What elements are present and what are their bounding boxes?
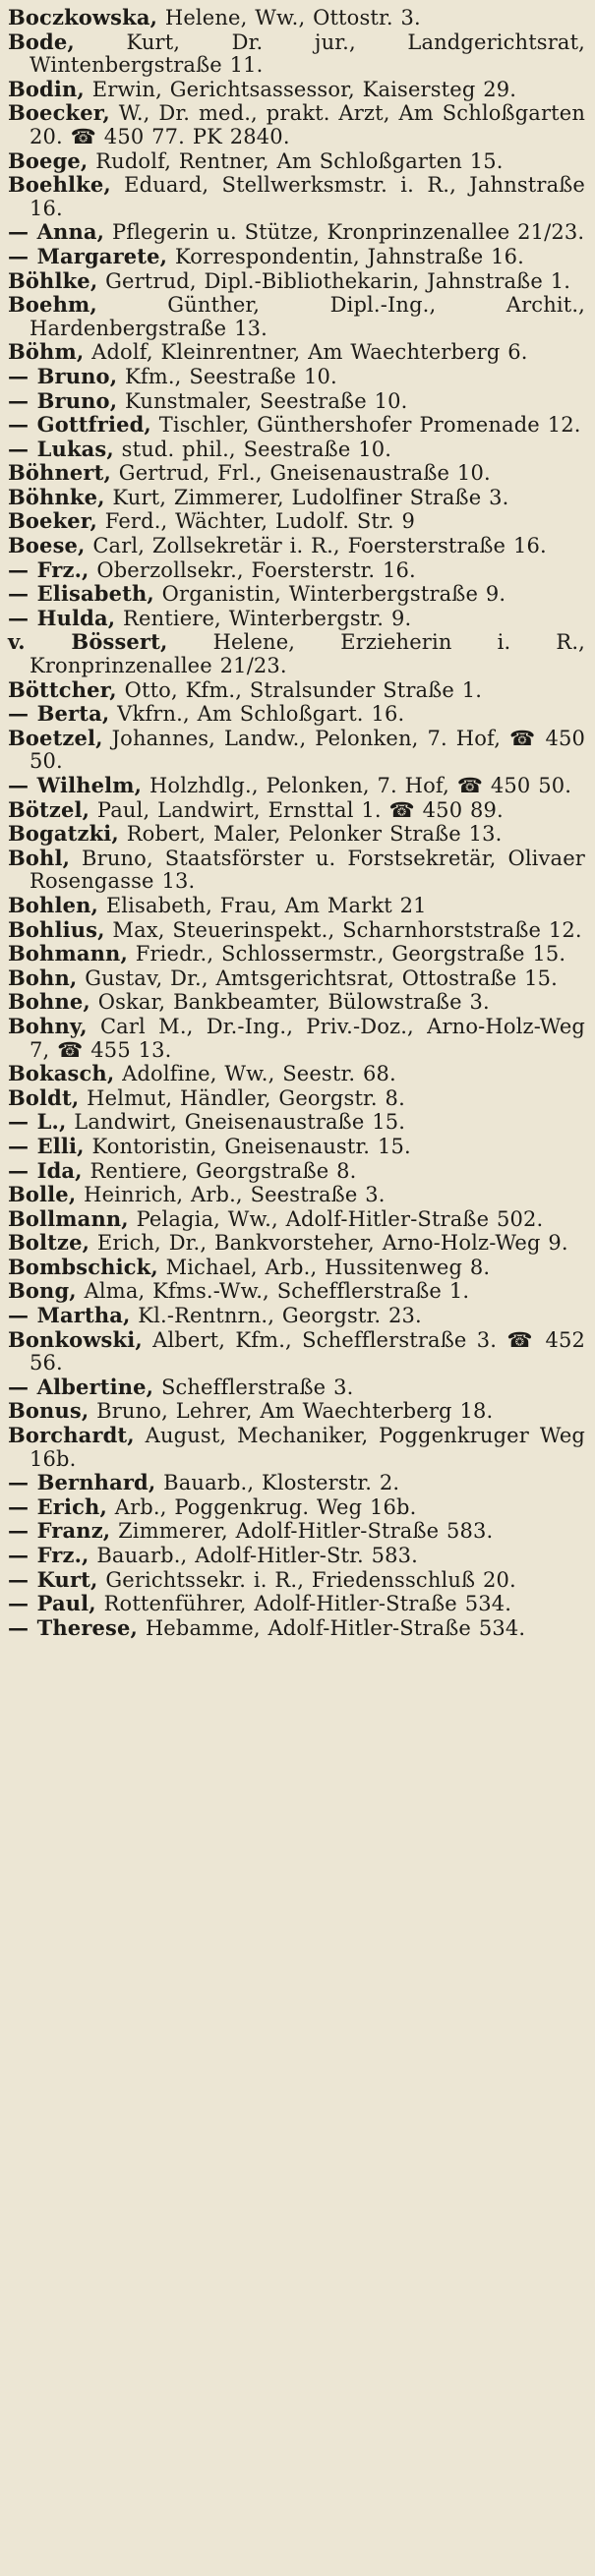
entry-name: Borchardt, [8,1423,135,1448]
entry-name: — Frz., [8,556,89,582]
entry-details: Bauarb., Klosterstr. 2. [163,1471,400,1495]
entry-name: Böhnke, [8,484,105,509]
entry-details: Rottenführer, Adolf-Hitler-Straße 534. [103,1592,512,1616]
entry-details: Gerichtssekr. i. R., Friedensschluß 20. [105,1567,516,1592]
entry-details: Schefflerstraße 3. [160,1375,354,1399]
entry-details: Pelagia, Ww., Adolf-Hitler-Straße 502. [136,1206,544,1231]
entry-details: Oskar, Bankbeamter, Bülowstraße 3. [97,990,490,1015]
entry-details: Johannes, Landw., Pelonken, 7. Hof, ☎ 450 50. [30,726,586,774]
directory-entry [8,1471,585,1495]
entry-name: — Therese, [8,1614,138,1640]
entry-name: Bohn, [8,965,78,990]
directory-entry [8,1424,585,1471]
directory-entry [8,1304,585,1328]
directory-entry [8,1256,585,1280]
entry-details: Carl M., Dr.-Ing., Priv.-Doz., Arno-Holz-Weg 7, ☎ 455 13. [30,1014,585,1062]
directory-entry [8,966,585,991]
directory-entry [8,1159,585,1184]
entry-name: Bohl, [8,845,71,870]
entry-details: Helene, Ww., Ottostr. 3. [164,6,421,29]
directory-entry [8,6,585,30]
entry-name: Bohlen, [8,892,98,917]
directory-entry [8,607,585,631]
entry-details: Kurt, Dr. jur., Landgerichtsrat, Wintenbergstraße 11. [30,29,586,78]
entry-name: Boecker, [8,100,110,126]
directory-entry [8,1183,585,1207]
entry-details: Adolf, Kleinrentner, Am Waechterberg 6. [91,340,528,365]
entry-details: Pflegerin u. Stütze, Kronprinzenallee 21/23. [111,220,585,245]
directory-entry [8,918,585,943]
entry-name: Bollmann, [8,1205,129,1231]
entry-name: Bombschick, [8,1254,158,1279]
entry-name: Bohne, [8,989,90,1015]
entry-name: Boltze, [8,1230,90,1256]
entry-name: Bodin, [8,76,85,101]
entry-details: Elisabeth, Frau, Am Markt 21 [105,893,427,917]
entry-name: — L., [8,1109,67,1135]
directory-entry [8,340,585,365]
directory-entry [8,509,585,534]
entry-details: Rudolf, Rentner, Am Schloßgarten 15. [95,148,504,173]
entry-details: Arb., Poggenkrug. Weg 16b. [114,1494,417,1519]
directory-entry [8,1376,585,1400]
entry-name: — Lukas, [8,436,114,461]
entry-details: Michael, Arb., Hussitenweg 8. [165,1255,491,1279]
entry-name: — Paul, [8,1591,96,1616]
directory-entry [8,678,585,703]
directory-entry [8,1592,585,1616]
directory-entry [8,1279,585,1304]
entry-details: Kunstmaler, Seestraße 10. [125,388,408,413]
entry-name: — Berta, [8,701,110,727]
entry-name: Böhnert, [8,460,111,486]
directory-entry [8,942,585,966]
entry-name: Bonus, [8,1398,89,1424]
entry-name: Böttcher, [8,676,117,702]
directory-entry [8,582,585,607]
entry-details: Ferd., Wächter, Ludolf. Str. 9 [104,509,416,534]
directory-entry [8,1015,585,1062]
entry-details: Gertrud, Dipl.-Bibliothekarin, Jahnstraße 1. [105,268,571,293]
entry-name: — Anna, [8,219,105,245]
entry-name: — Bruno, [8,387,118,413]
directory-entry [8,1616,585,1641]
entry-details: Heinrich, Arb., Seestraße 3. [84,1183,386,1207]
entry-details: Kontoristin, Gneisenaustr. 15. [91,1134,411,1158]
entry-name: — Bruno, [8,363,118,388]
entry-details: Gustav, Dr., Amtsgerichtsrat, Ottostraße 15. [85,966,558,990]
directory-entry [8,1495,585,1520]
directory-entry [8,365,585,389]
entry-name: Bohlius, [8,916,105,942]
directory-entry [8,1062,585,1086]
directory-entry [8,486,585,510]
directory-entry [8,1231,585,1256]
entry-name: Bokasch, [8,1061,115,1086]
entry-details: Bauarb., Adolf-Hitler-Str. 583. [96,1544,418,1567]
entry-details: Robert, Maler, Pelonker Straße 13. [126,822,503,847]
directory-entry [8,727,585,774]
entry-details: W., Dr. med., prakt. Arzt, Am Schloßgarten 20. ☎ 450 77. PK 2840. [30,101,585,148]
entry-name: Boeker, [8,508,97,534]
entry-details: Holzhdlg., Pelonken, 7. Hof, ☎ 450 50. [149,774,572,797]
directory-entry [8,1399,585,1424]
entry-details: Erwin, Gerichtsassessor, Kaisersteg 29. [91,77,517,101]
entry-name: Boehlke, [8,172,111,198]
entry-details: Organistin, Winterbergstraße 9. [161,582,506,607]
entry-name: — Hulda, [8,605,116,630]
directory-entry [8,534,585,558]
directory-entry [8,558,585,583]
entry-details: Hebamme, Adolf-Hitler-Straße 534. [145,1615,526,1640]
entry-details: Adolfine, Ww., Seestr. 68. [122,1062,396,1086]
entry-name: — Ida, [8,1157,83,1183]
entry-name: — Kurt, [8,1566,98,1592]
entry-name: Böhm, [8,339,85,365]
entry-name: Bode, [8,29,75,54]
directory-entry [8,822,585,847]
directory-entry [8,413,585,438]
entry-name: — Elisabeth, [8,581,154,607]
entry-name: — Franz, [8,1518,111,1544]
directory-entry [8,774,585,798]
entry-details: Landwirt, Gneisenaustraße 15. [74,1110,406,1135]
entry-details: Kfm., Seestraße 10. [125,364,337,388]
entry-name: — Albertine, [8,1374,154,1399]
entry-name: — Frz., [8,1543,89,1567]
directory-entry [8,1135,585,1159]
directory-entry [8,173,585,220]
entry-name: — Elli, [8,1133,85,1158]
entry-name: Böhlke, [8,267,98,293]
entry-name: — Margarete, [8,243,168,268]
directory-entry [8,847,585,894]
directory-entry [8,438,585,462]
directory-entry [8,220,585,245]
entry-name: Boldt, [8,1084,80,1110]
directory-entry [8,461,585,486]
entry-name: Boetzel, [8,725,103,750]
entry-details: August, Mechaniker, Poggenkruger Weg 16b. [30,1424,586,1471]
directory-entry [8,269,585,294]
entry-name: Bohmann, [8,941,128,966]
directory-entry [8,702,585,727]
entry-details: Max, Steuerinspekt., Scharnhorststraße 12. [112,917,582,942]
directory-entry [8,1086,585,1111]
directory-entry [8,894,585,918]
entry-details: Eduard, Stellwerksmstr. i. R., Jahnstraße 16. [30,173,586,220]
entry-name: — Bernhard, [8,1470,156,1495]
entry-name: v. Bössert, [8,629,168,655]
entry-name: Bötzel, [8,796,90,822]
entry-details: Helene, Erzieherin i. R., Kronprinzenallee 21/23. [30,630,586,678]
entry-name: — Gottfried, [8,412,151,438]
directory-entry [8,630,585,677]
directory-entry [8,30,585,78]
entry-details: Zimmerer, Adolf-Hitler-Straße 583. [118,1519,494,1544]
entry-details: Oberzollsekr., Foersterstr. 16. [96,557,416,582]
directory-entry [8,1519,585,1544]
directory-entry [8,798,585,823]
entry-name: Bong, [8,1278,77,1304]
directory-entry [8,1544,585,1568]
entry-details: Friedr., Schlossermstr., Georgstraße 15. [135,942,566,966]
directory-entry [8,245,585,269]
directory-entry [8,1207,585,1232]
entry-name: — Wilhelm, [8,773,143,797]
entry-name: Bonkowski, [8,1326,143,1352]
entry-name: Boese, [8,533,86,558]
entry-name: Bohny, [8,1013,88,1038]
entry-name: Bogatzki, [8,821,119,847]
directory-entry [8,78,585,102]
directory-entry [8,1568,585,1593]
entry-details: Vkfrn., Am Schloßgart. 16. [117,702,405,727]
directory-entry [8,101,585,148]
entry-details: stud. phil., Seestraße 10. [121,437,392,461]
entry-details: Gertrud, Frl., Gneisenaustraße 10. [118,461,491,486]
entry-name: Bolle, [8,1182,77,1207]
entry-details: Helmut, Händler, Georgstr. 8. [87,1085,405,1110]
entry-name: — Erich, [8,1493,107,1519]
entry-name: Boehm, [8,292,97,318]
directory-entry [8,1110,585,1135]
entry-details: Alma, Kfms.-Ww., Schefflerstraße 1. [84,1279,470,1304]
entry-details: Carl, Zollsekretär i. R., Foersterstraße 16. [92,534,547,558]
entry-name: — Martha, [8,1303,131,1328]
entry-details: Bruno, Lehrer, Am Waechterberg 18. [96,1399,494,1424]
entry-details: Albert, Kfm., Schefflerstraße 3. ☎ 452 56. [30,1327,585,1376]
directory-entry [8,990,585,1015]
entry-details: Otto, Kfm., Stralsunder Straße 1. [124,677,483,702]
directory-entry [8,149,585,174]
entry-details: Kurt, Zimmerer, Ludolfiner Straße 3. [112,485,509,509]
entry-details: Tischler, Günthershofer Promenade 12. [158,413,581,438]
entry-name: Boczkowska, [8,5,158,29]
entry-details: Rentiere, Georgstraße 8. [89,1158,357,1183]
entry-name: Boege, [8,147,89,173]
directory-entry [8,389,585,414]
entry-details: Paul, Landwirt, Ernsttal 1. ☎ 450 89. [96,797,504,822]
entry-details: Kl.-Rentnrn., Georgstr. 23. [138,1304,422,1328]
directory-entry [8,1328,585,1376]
entry-details: Erich, Dr., Bankvorsteher, Arno-Holz-Weg 9. [96,1231,568,1256]
entry-details: Korrespondentin, Jahnstraße 16. [174,244,524,268]
entry-details: Günther, Dipl.-Ing., Archit., Hardenbergstraße 13. [30,293,585,340]
entry-details: Bruno, Staatsförster u. Forstsekretär, Olivaer Rosengasse 13. [30,846,585,894]
entry-details: Rentiere, Winterbergstr. 9. [123,606,412,630]
directory-entry [8,293,585,340]
